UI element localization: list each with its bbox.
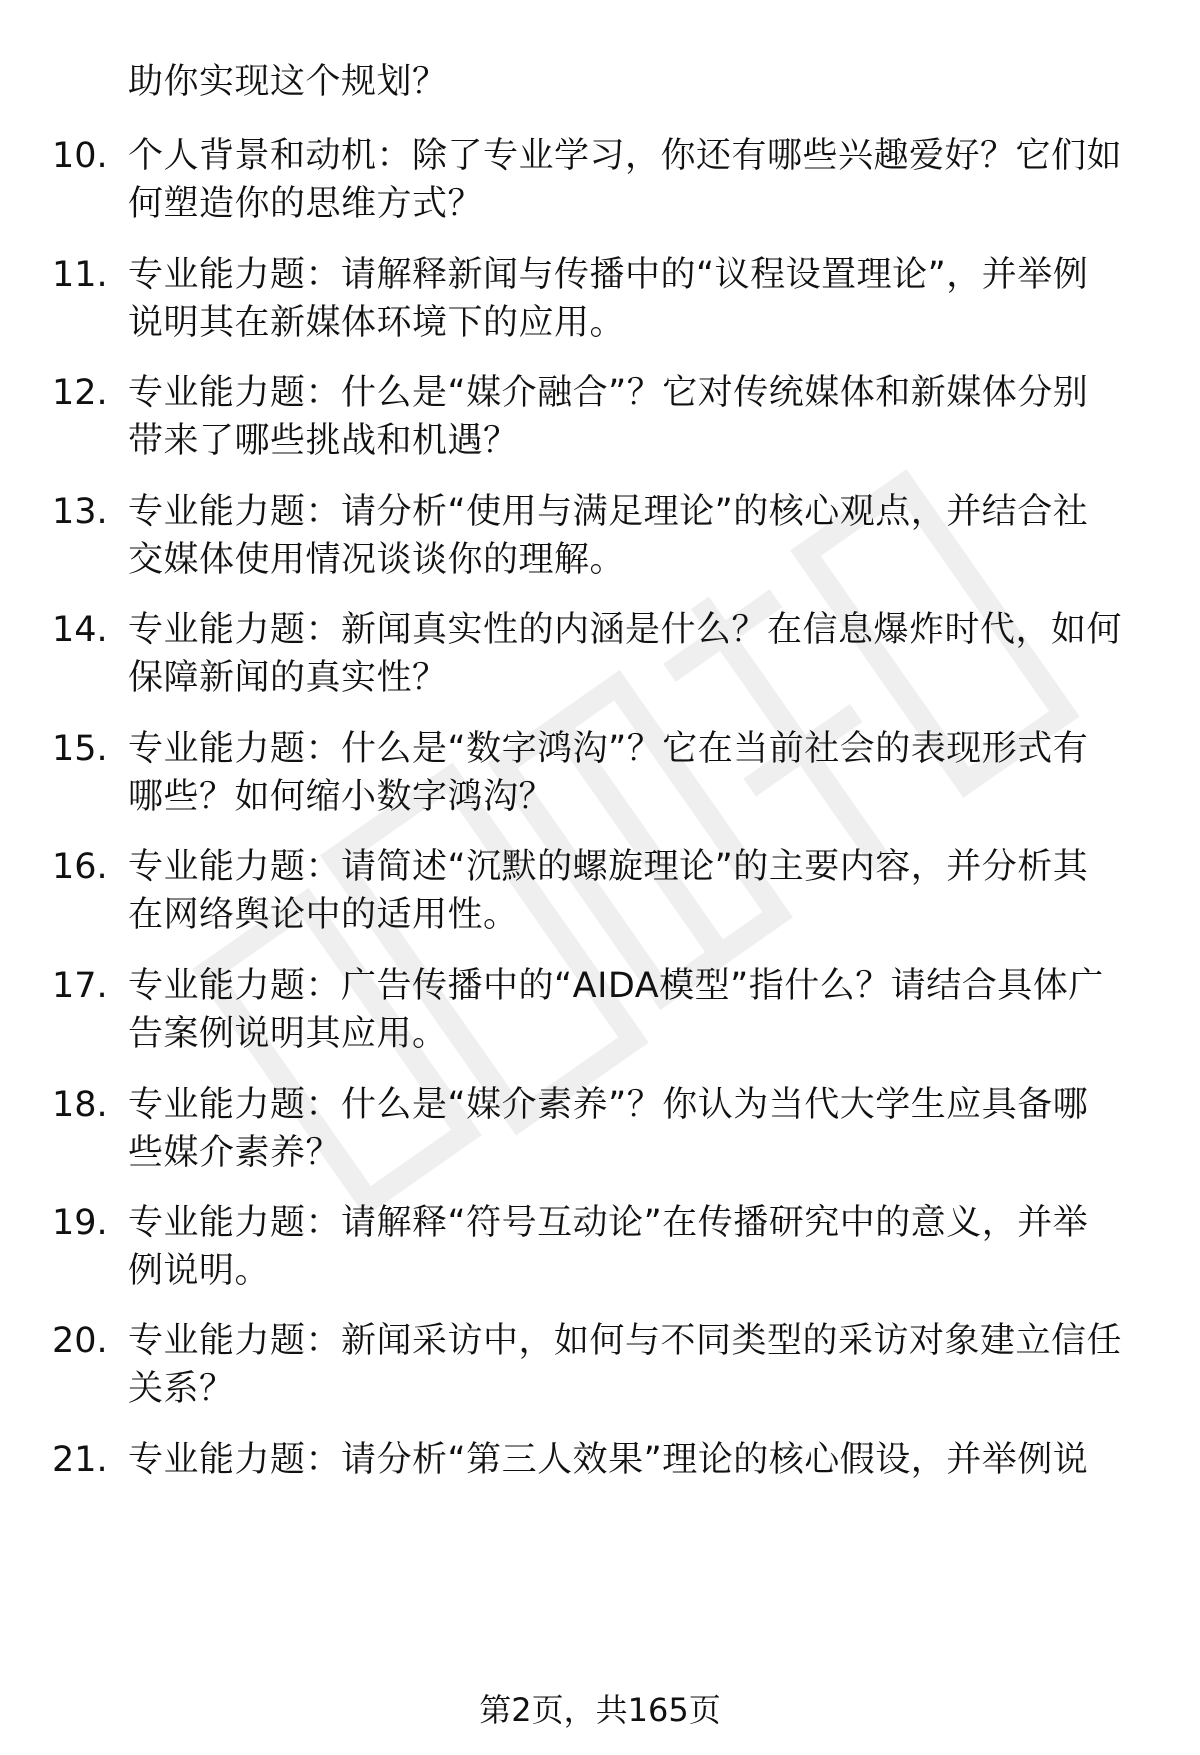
question-line: 专业能力题：请分析“第三人效果”理论的核心假设，并举例说 (128, 1440, 1089, 1480)
question-line: 例说明。 (128, 1251, 271, 1291)
question-line: 说明其在新媒体环境下的应用。 (128, 303, 626, 343)
question-item (0, 1436, 1200, 1536)
question-item (0, 369, 1200, 469)
question-line: 专业能力题：请分析“使用与满足理论”的核心观点，并结合社 (128, 492, 1089, 532)
question-number: 21. (52, 1440, 108, 1480)
question-number: 10. (52, 136, 108, 176)
question-line: 些媒介素养？ (128, 1133, 342, 1173)
question-item (0, 251, 1200, 351)
question-text (128, 843, 1148, 939)
question-text (128, 1317, 1148, 1413)
continuation-line: 助你实现这个规划？ (128, 62, 448, 102)
question-line: 专业能力题：请解释新闻与传播中的“议程设置理论”，并举例 (128, 255, 1089, 295)
question-line: 专业能力题：广告传播中的“AIDA模型”指什么？请结合具体广 (128, 966, 1104, 1006)
question-line: 专业能力题：新闻采访中，如何与不同类型的采访对象建立信任 (128, 1321, 1123, 1361)
question-number: 13. (52, 492, 108, 532)
question-item (0, 1317, 1200, 1417)
question-line: 个人背景和动机：除了专业学习，你还有哪些兴趣爱好？它们如 (128, 136, 1123, 176)
question-text (128, 962, 1148, 1058)
question-line: 告案例说明其应用。 (128, 1014, 448, 1054)
question-item (0, 488, 1200, 588)
question-line: 交媒体使用情况谈谈你的理解。 (128, 540, 626, 580)
question-number: 16. (52, 847, 108, 887)
question-number: 11. (52, 255, 108, 295)
question-text (128, 488, 1148, 584)
question-number: 15. (52, 729, 108, 769)
question-item (0, 1199, 1200, 1299)
question-number: 14. (52, 610, 108, 650)
question-line: 何塑造你的思维方式？ (128, 184, 484, 224)
question-item (0, 725, 1200, 825)
question-text (128, 606, 1148, 702)
page-footer: 第2页，共165页 (479, 1691, 721, 1729)
question-item (0, 843, 1200, 943)
question-line: 专业能力题：请解释“符号互动论”在传播研究中的意义，并举 (128, 1203, 1089, 1243)
question-text (128, 1436, 1148, 1484)
question-item (0, 132, 1200, 232)
question-number: 18. (52, 1085, 108, 1125)
question-line: 专业能力题：新闻真实性的内涵是什么？在信息爆炸时代，如何 (128, 610, 1123, 650)
question-text (128, 725, 1148, 821)
question-line: 保障新闻的真实性？ (128, 658, 448, 698)
question-text (128, 251, 1148, 347)
question-line: 专业能力题：什么是“媒介素养”？你认为当代大学生应具备哪 (128, 1085, 1089, 1125)
question-number: 19. (52, 1203, 108, 1243)
question-number: 20. (52, 1321, 108, 1361)
question-item (0, 1081, 1200, 1181)
question-line: 专业能力题：请简述“沉默的螺旋理论”的主要内容，并分析其 (128, 847, 1089, 887)
question-number: 12. (52, 373, 108, 413)
question-text (128, 132, 1148, 228)
question-number: 17. (52, 966, 108, 1006)
question-text (128, 1199, 1148, 1295)
question-line: 专业能力题：什么是“数字鸿沟”？它在当前社会的表现形式有 (128, 729, 1089, 769)
question-line: 在网络舆论中的适用性。 (128, 895, 519, 935)
question-text (128, 1081, 1148, 1177)
question-text (128, 369, 1148, 465)
question-line: 哪些？如何缩小数字鸿沟？ (128, 777, 555, 817)
question-item (0, 962, 1200, 1062)
question-line: 专业能力题：什么是“媒介融合”？它对传统媒体和新媒体分别 (128, 373, 1089, 413)
question-item (0, 606, 1200, 706)
question-line: 关系？ (128, 1369, 235, 1409)
question-line: 带来了哪些挑战和机遇？ (128, 421, 519, 461)
